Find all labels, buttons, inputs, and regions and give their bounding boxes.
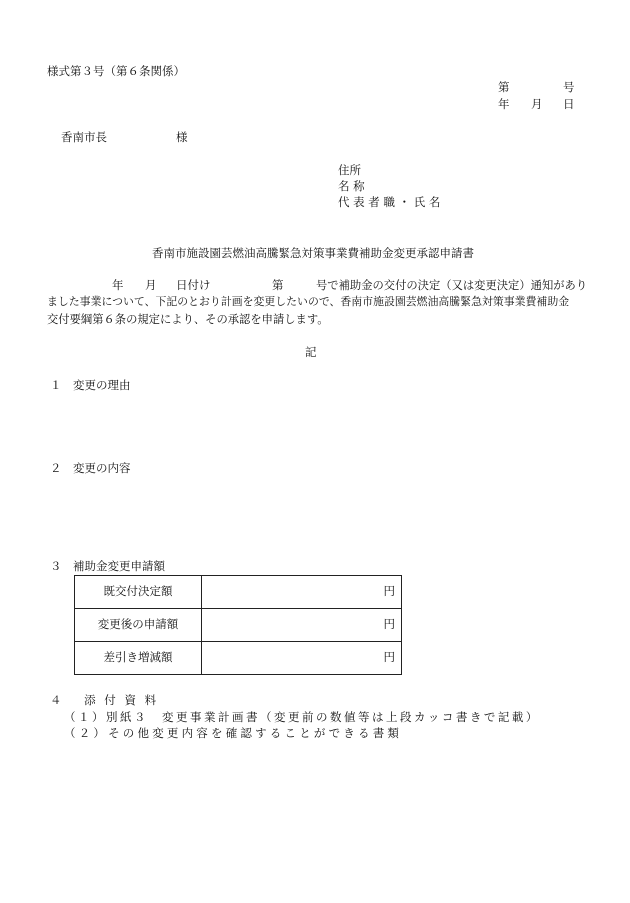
body-line1-year: 年 — [112, 278, 124, 292]
attachment-item-1: （１）別紙３ 変更事業計画書（変更前の数値等は上段カッコ書きで記載） — [64, 710, 540, 724]
amount-value-prior-decision: 円 — [202, 576, 402, 609]
amount-label-revised-request: 変更後の申請額 — [75, 609, 202, 642]
document-number-suffix: 号 — [563, 80, 575, 94]
body-line1-date-suffix: 日付け — [176, 278, 211, 292]
applicant-name-label: 名 称 — [338, 179, 365, 193]
amount-value-difference: 円 — [202, 642, 402, 675]
addressee-name: 香南市長 — [61, 130, 107, 144]
section-attachments: ４ 添 付 資 料 — [50, 693, 159, 707]
addressee-honorific: 様 — [176, 130, 188, 144]
amount-value-revised-request: 円 — [202, 609, 402, 642]
body-line2: ました事業について、下記のとおり計画を変更したいので、香南市施設園芸燃油高騰緊急対策事業費補助金 — [47, 295, 570, 308]
date-year: 年 — [498, 97, 510, 111]
date-day: 日 — [563, 97, 575, 111]
date-month: 月 — [531, 97, 543, 111]
document-number-prefix: 第 — [498, 80, 510, 94]
table-row — [75, 642, 402, 675]
applicant-address-label: 住所 — [338, 163, 361, 177]
document-title: 香南市施設園芸燃油高騰緊急対策事業費補助金変更承認申請書 — [152, 246, 474, 260]
body-line1-month: 月 — [145, 278, 157, 292]
section-change-reason: １ 変更の理由 — [50, 378, 131, 392]
amount-label-prior-decision: 既交付決定額 — [75, 576, 202, 609]
body-line1-number-prefix: 第 — [272, 278, 284, 292]
amount-label-difference: 差引き増減額 — [75, 642, 202, 675]
section-change-content: ２ 変更の内容 — [50, 461, 131, 475]
table-row — [75, 576, 402, 609]
section-amount-change: ３ 補助金変更申請額 — [50, 559, 165, 573]
body-line3: 交付要綱第６条の規定により、その承認を申請します。 — [47, 313, 329, 326]
table-row — [75, 609, 402, 642]
body-line1-text: 号で補助金の交付の決定（又は変更決定）通知があり — [316, 279, 588, 292]
amount-table — [74, 575, 402, 675]
ki-heading: 記 — [305, 345, 317, 359]
attachment-item-2: （２）その他変更内容を確認することができる書類 — [64, 726, 403, 740]
applicant-representative-label: 代 表 者 職 ・ 氏 名 — [338, 195, 441, 209]
form-number: 様式第３号（第６条関係） — [47, 64, 185, 78]
